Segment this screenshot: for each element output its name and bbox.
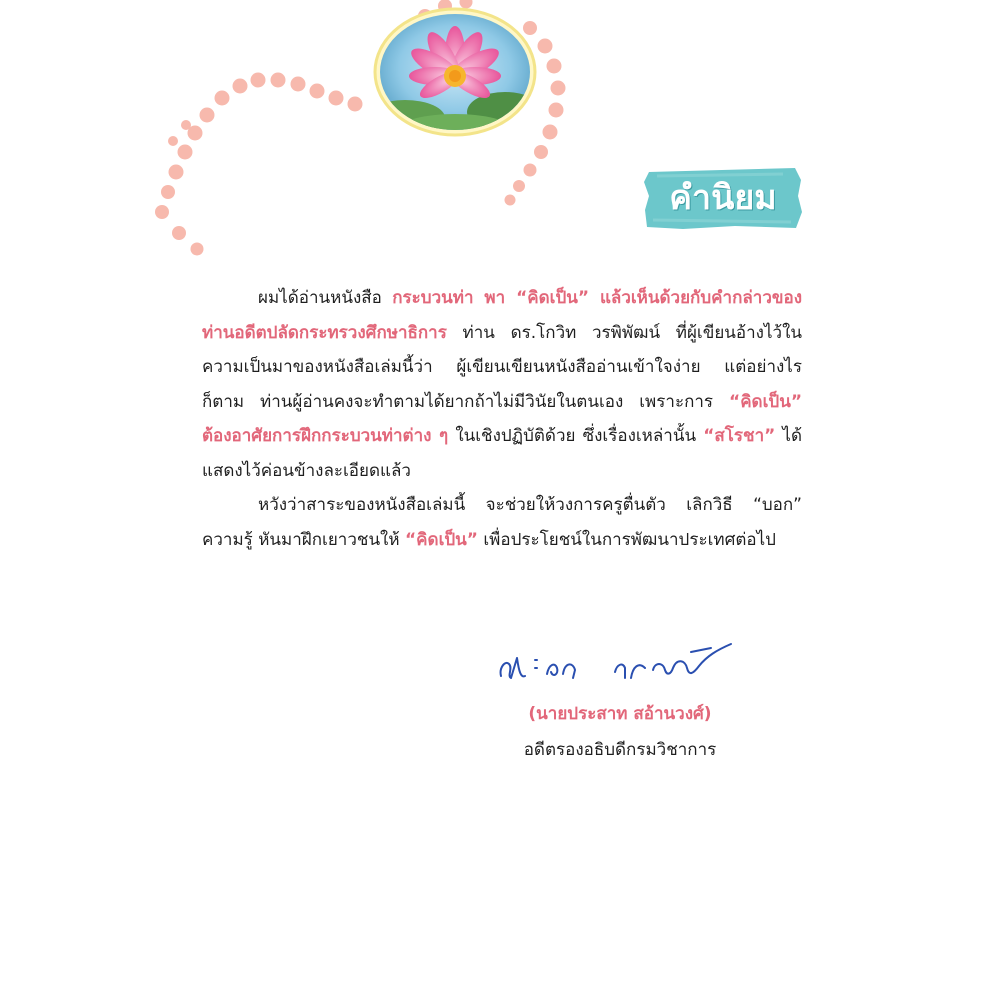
highlighted-text: “สโรชา” (703, 426, 776, 446)
text-run: ท่าน ดร.โกวิท วรพิพัฒน์ ที่ผู้เขียนอ้างไว้ในความเป็นมาของหนังสือเล่มนี้ว่า ผู้เขียนเขียนหนังสืออ่านเข้าใจง่าย แต่อย่างไรก็ตาม ท่านผู้อ่านคงจะทำตามได้ยากถ้าไม่มีวินัยในตนเอง เพราะการ (202, 322, 802, 412)
text-run: หวังว่าสาระของหนังสือเล่มนี้ จะช่วยให้วงการครูตื่นตัว เลิกวิธี “บอก” ความรู้ หันมาฝึกเยาวชนให้ (202, 495, 802, 550)
signature-scribble (495, 638, 755, 688)
highlighted-text: กระบวนท่า พา “คิดเป็น” แล้วเห็นด้วยกับคำกล่าวของท่านอดีตปลัดกระทรวงศึกษาธิการ (202, 288, 802, 343)
signer-position: อดีตรองอธิบดีกรมวิชาการ (523, 740, 717, 760)
page-title: คำนิยม (669, 178, 777, 218)
text-run: ผมได้อ่านหนังสือ (258, 288, 393, 308)
text-run: เพื่อประโยชน์ในการพัฒนาประเทศต่อไป (477, 529, 776, 550)
text-run: ได้แสดงไว้ค่อนข้างละเอียดแล้ว (202, 426, 802, 481)
foreword-body (202, 281, 802, 557)
dotted-swirl-decoration (0, 0, 1000, 260)
title-badge (643, 166, 803, 230)
highlighted-text: “คิดเป็น” ต้องอาศัยการฝึกกระบวนท่าต่าง ๆ (202, 391, 802, 446)
signer-name: (นายประสาท สอ้านวงศ์) (528, 704, 712, 724)
highlighted-text: “คิดเป็น” (404, 529, 478, 550)
paragraph-1 (202, 281, 802, 488)
text-run: ในเชิงปฏิบัติด้วย ซึ่งเรื่องเหล่านั้น (448, 426, 704, 446)
paragraph-2 (202, 488, 802, 557)
